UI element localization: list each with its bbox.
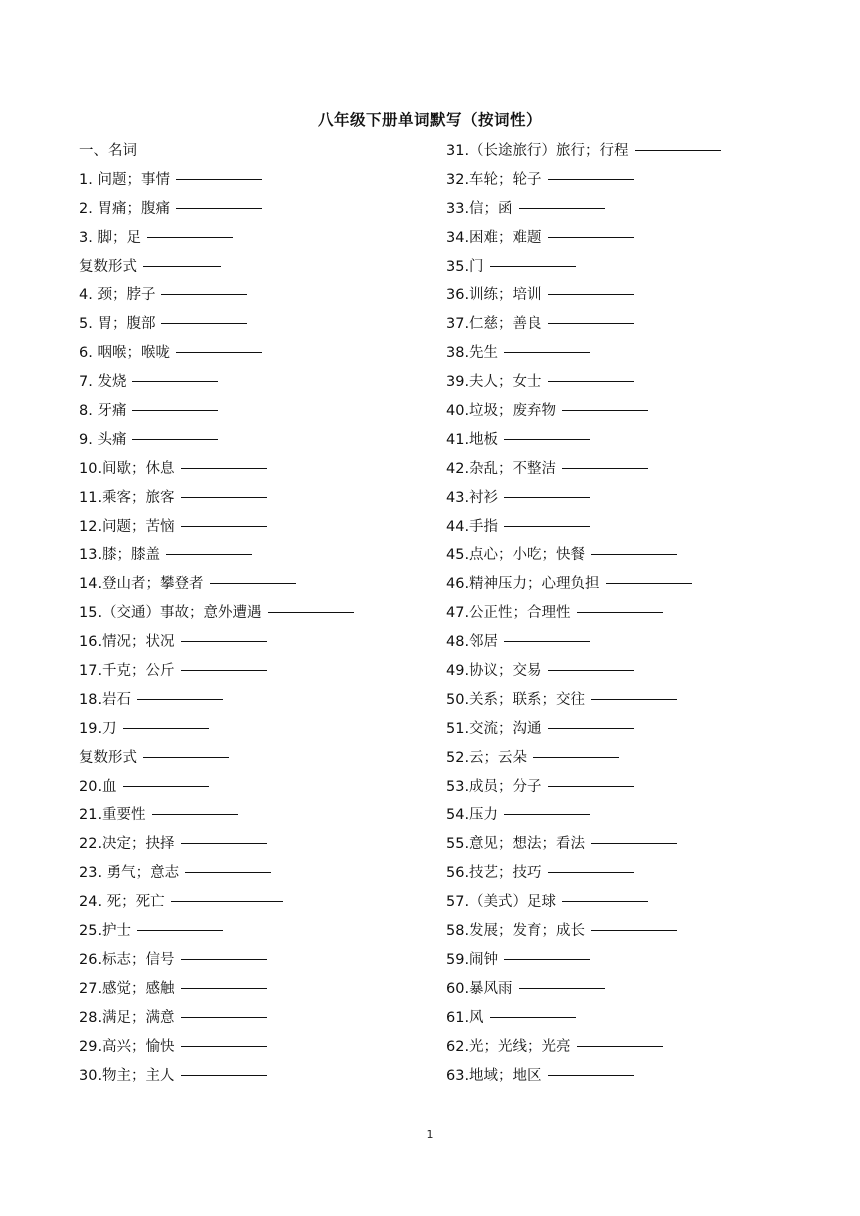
vocab-item bbox=[446, 224, 846, 253]
vocab-prompt: 1. 问题；事情 bbox=[79, 171, 170, 188]
vocab-prompt: 25.护士 bbox=[79, 923, 132, 940]
answer-blank[interactable] bbox=[562, 900, 648, 902]
vocab-prompt: 51.交流；沟通 bbox=[446, 720, 542, 737]
vocab-prompt: 8. 牙痛 bbox=[79, 403, 127, 420]
vocab-item bbox=[446, 166, 846, 195]
answer-blank[interactable] bbox=[548, 322, 634, 324]
vocab-item bbox=[79, 657, 429, 686]
answer-blank[interactable] bbox=[147, 236, 233, 238]
answer-blank[interactable] bbox=[181, 669, 267, 671]
vocab-prompt: 31.（长途旅行）旅行；行程 bbox=[446, 143, 629, 159]
answer-blank[interactable] bbox=[504, 438, 590, 440]
vocab-prompt: 13.膝；膝盖 bbox=[79, 547, 161, 564]
right-column bbox=[446, 137, 846, 1090]
vocab-item bbox=[79, 455, 429, 484]
vocab-prompt: 27.感觉；感触 bbox=[79, 980, 175, 997]
vocab-item bbox=[446, 628, 846, 657]
answer-blank[interactable] bbox=[519, 987, 605, 989]
vocab-prompt: 2. 胃痛；腹痛 bbox=[79, 200, 170, 217]
answer-blank[interactable] bbox=[181, 525, 267, 527]
answer-blank[interactable] bbox=[181, 1045, 267, 1047]
vocab-prompt: 4. 颈；脖子 bbox=[79, 287, 156, 304]
answer-blank[interactable] bbox=[181, 958, 267, 960]
vocab-item bbox=[79, 801, 429, 830]
answer-blank[interactable] bbox=[504, 351, 590, 353]
vocab-item bbox=[446, 599, 846, 628]
vocab-prompt: 22.决定；抉择 bbox=[79, 836, 175, 853]
answer-blank[interactable] bbox=[123, 727, 209, 729]
vocab-item bbox=[446, 137, 846, 166]
vocab-prompt: 26.标志；信号 bbox=[79, 951, 175, 968]
vocab-prompt: 45.点心；小吃；快餐 bbox=[446, 547, 586, 564]
vocab-prompt: 47.公正性；合理性 bbox=[446, 605, 571, 622]
answer-blank[interactable] bbox=[504, 496, 590, 498]
vocab-item bbox=[79, 224, 429, 253]
vocab-item bbox=[79, 744, 429, 773]
vocab-prompt: 34.困难；难题 bbox=[446, 229, 542, 246]
answer-blank[interactable] bbox=[504, 813, 590, 815]
vocab-prompt: 58.发展；发育；成长 bbox=[446, 923, 586, 940]
vocab-item bbox=[79, 715, 429, 744]
vocab-item bbox=[446, 281, 846, 310]
vocab-item bbox=[79, 686, 429, 715]
answer-blank[interactable] bbox=[504, 640, 590, 642]
vocab-prompt: 40.垃圾；废弃物 bbox=[446, 403, 557, 420]
vocab-item bbox=[446, 715, 846, 744]
vocab-item bbox=[79, 253, 429, 282]
vocab-prompt: 24. 死；死亡 bbox=[79, 894, 165, 911]
vocab-item bbox=[446, 484, 846, 513]
answer-blank[interactable] bbox=[577, 611, 663, 613]
vocab-item bbox=[79, 599, 429, 628]
vocab-prompt: 33.信；函 bbox=[446, 200, 513, 217]
page-number: 1 bbox=[426, 1128, 434, 1141]
answer-blank[interactable] bbox=[181, 640, 267, 642]
answer-blank[interactable] bbox=[181, 842, 267, 844]
vocab-prompt: 36.训练；培训 bbox=[446, 287, 542, 304]
answer-blank[interactable] bbox=[176, 207, 262, 209]
vocab-prompt: 9. 头痛 bbox=[79, 431, 127, 448]
vocab-prompt: 5. 胃；腹部 bbox=[79, 316, 156, 333]
vocab-item bbox=[446, 830, 846, 859]
answer-blank[interactable] bbox=[143, 265, 221, 267]
answer-blank[interactable] bbox=[591, 698, 677, 700]
vocab-item bbox=[79, 513, 429, 542]
vocab-item bbox=[79, 946, 429, 975]
vocab-item bbox=[79, 1004, 429, 1033]
vocab-prompt: 49.协议；交易 bbox=[446, 663, 542, 680]
vocab-prompt: 6. 咽喉；喉咙 bbox=[79, 345, 170, 362]
vocab-item bbox=[446, 1062, 846, 1091]
vocab-prompt: 39.夫人；女士 bbox=[446, 374, 542, 391]
vocab-prompt: 37.仁慈；善良 bbox=[446, 316, 542, 333]
answer-blank[interactable] bbox=[181, 1074, 267, 1076]
vocab-prompt: 38.先生 bbox=[446, 345, 499, 362]
vocab-item bbox=[446, 888, 846, 917]
vocab-prompt: 复数形式 bbox=[79, 749, 137, 766]
vocab-item bbox=[446, 541, 846, 570]
vocab-item bbox=[446, 1004, 846, 1033]
answer-blank[interactable] bbox=[268, 611, 354, 613]
vocab-item bbox=[446, 657, 846, 686]
vocab-item bbox=[79, 859, 429, 888]
answer-blank[interactable] bbox=[591, 929, 677, 931]
vocab-prompt: 44.手指 bbox=[446, 518, 499, 535]
vocab-prompt: 59.闹钟 bbox=[446, 951, 499, 968]
vocab-item bbox=[446, 744, 846, 773]
vocab-item bbox=[446, 773, 846, 802]
vocab-prompt: 46.精神压力；心理负担 bbox=[446, 576, 600, 593]
vocab-item bbox=[446, 946, 846, 975]
section-heading bbox=[79, 137, 429, 166]
vocab-item bbox=[79, 830, 429, 859]
vocab-prompt: 10.间歇；休息 bbox=[79, 460, 175, 477]
vocab-prompt: 53.成员；分子 bbox=[446, 778, 542, 795]
answer-blank[interactable] bbox=[176, 178, 262, 180]
answer-blank[interactable] bbox=[161, 322, 247, 324]
vocab-prompt: 56.技艺；技巧 bbox=[446, 865, 542, 882]
vocab-prompt: 20.血 bbox=[79, 778, 117, 795]
vocab-item bbox=[79, 397, 429, 426]
vocab-prompt: 15.（交通）事故；意外遭遇 bbox=[79, 605, 262, 622]
answer-blank[interactable] bbox=[577, 1045, 663, 1047]
vocab-prompt: 48.邻居 bbox=[446, 634, 499, 651]
answer-blank[interactable] bbox=[548, 178, 634, 180]
vocab-prompt: 7. 发烧 bbox=[79, 374, 127, 391]
vocab-prompt: 35.门 bbox=[446, 258, 484, 275]
vocab-item bbox=[79, 773, 429, 802]
answer-blank[interactable] bbox=[171, 900, 283, 902]
answer-blank[interactable] bbox=[504, 525, 590, 527]
vocab-prompt: 3. 脚；足 bbox=[79, 229, 141, 246]
vocab-item bbox=[446, 801, 846, 830]
answer-blank[interactable] bbox=[490, 1016, 576, 1018]
vocab-item bbox=[79, 628, 429, 657]
vocab-item bbox=[79, 195, 429, 224]
answer-blank[interactable] bbox=[606, 582, 692, 584]
answer-blank[interactable] bbox=[635, 149, 721, 151]
vocab-item bbox=[446, 1033, 846, 1062]
answer-blank[interactable] bbox=[533, 756, 619, 758]
answer-blank[interactable] bbox=[137, 698, 223, 700]
answer-blank[interactable] bbox=[161, 293, 247, 295]
vocab-item bbox=[446, 455, 846, 484]
answer-blank[interactable] bbox=[132, 409, 218, 411]
vocab-prompt: 41.地板 bbox=[446, 431, 499, 448]
answer-blank[interactable] bbox=[548, 785, 634, 787]
vocab-prompt: 一、名词 bbox=[79, 143, 137, 159]
vocab-prompt: 11.乘客；旅客 bbox=[79, 489, 175, 506]
answer-blank[interactable] bbox=[562, 409, 648, 411]
left-column bbox=[79, 137, 429, 1090]
answer-blank[interactable] bbox=[562, 467, 648, 469]
vocab-prompt: 23. 勇气；意志 bbox=[79, 865, 180, 882]
answer-blank[interactable] bbox=[181, 467, 267, 469]
vocab-item bbox=[446, 339, 846, 368]
vocab-item bbox=[79, 1062, 429, 1091]
vocab-prompt: 61.风 bbox=[446, 1009, 484, 1026]
vocab-item bbox=[79, 484, 429, 513]
vocab-item bbox=[446, 253, 846, 282]
answer-blank[interactable] bbox=[519, 207, 605, 209]
vocab-item bbox=[446, 368, 846, 397]
answer-blank[interactable] bbox=[137, 929, 223, 931]
answer-blank[interactable] bbox=[548, 669, 634, 671]
vocab-prompt: 29.高兴；愉快 bbox=[79, 1038, 175, 1055]
answer-blank[interactable] bbox=[181, 987, 267, 989]
vocab-item bbox=[79, 975, 429, 1004]
vocab-prompt: 18.岩石 bbox=[79, 691, 132, 708]
vocab-item bbox=[79, 541, 429, 570]
vocab-prompt: 42.杂乱；不整洁 bbox=[446, 460, 557, 477]
vocab-prompt: 50.关系；联系；交往 bbox=[446, 691, 586, 708]
answer-blank[interactable] bbox=[548, 293, 634, 295]
vocab-prompt: 55.意见；想法；看法 bbox=[446, 836, 586, 853]
vocab-item bbox=[79, 281, 429, 310]
vocab-item bbox=[79, 888, 429, 917]
vocab-item bbox=[446, 513, 846, 542]
answer-blank[interactable] bbox=[166, 553, 252, 555]
answer-blank[interactable] bbox=[152, 813, 238, 815]
vocab-item bbox=[446, 195, 846, 224]
answer-blank[interactable] bbox=[185, 871, 271, 873]
answer-blank[interactable] bbox=[132, 438, 218, 440]
vocab-item bbox=[446, 975, 846, 1004]
vocab-prompt: 63.地域；地区 bbox=[446, 1067, 542, 1084]
vocab-prompt: 60.暴风雨 bbox=[446, 980, 513, 997]
vocab-item bbox=[446, 570, 846, 599]
answer-blank[interactable] bbox=[181, 496, 267, 498]
vocab-item bbox=[79, 917, 429, 946]
vocab-item bbox=[446, 686, 846, 715]
vocab-item bbox=[79, 368, 429, 397]
vocab-prompt: 32.车轮；轮子 bbox=[446, 171, 542, 188]
answer-blank[interactable] bbox=[132, 380, 218, 382]
answer-blank[interactable] bbox=[490, 265, 576, 267]
vocab-prompt: 21.重要性 bbox=[79, 807, 146, 824]
vocab-item bbox=[446, 310, 846, 339]
vocab-item bbox=[446, 397, 846, 426]
vocab-prompt: 57.（美式）足球 bbox=[446, 894, 557, 911]
vocab-prompt: 54.压力 bbox=[446, 807, 499, 824]
vocab-item bbox=[446, 917, 846, 946]
vocab-prompt: 43.衬衫 bbox=[446, 489, 499, 506]
vocab-item bbox=[446, 859, 846, 888]
answer-blank[interactable] bbox=[548, 380, 634, 382]
vocab-prompt: 52.云；云朵 bbox=[446, 749, 528, 766]
answer-blank[interactable] bbox=[548, 727, 634, 729]
answer-blank[interactable] bbox=[548, 1074, 634, 1076]
vocab-item bbox=[79, 166, 429, 195]
page-title: 八年级下册单词默写（按词性） bbox=[317, 111, 542, 129]
vocab-item bbox=[79, 310, 429, 339]
answer-blank[interactable] bbox=[181, 1016, 267, 1018]
vocab-prompt: 28.满足；满意 bbox=[79, 1009, 175, 1026]
vocab-prompt: 19.刀 bbox=[79, 720, 117, 737]
vocab-prompt: 30.物主；主人 bbox=[79, 1067, 175, 1084]
vocab-item bbox=[446, 426, 846, 455]
answer-blank[interactable] bbox=[591, 553, 677, 555]
vocab-item bbox=[79, 426, 429, 455]
answer-blank[interactable] bbox=[123, 785, 209, 787]
vocab-prompt: 17.千克；公斤 bbox=[79, 663, 175, 680]
vocab-prompt: 复数形式 bbox=[79, 258, 137, 275]
vocab-prompt: 62.光；光线；光亮 bbox=[446, 1038, 571, 1055]
vocab-item bbox=[79, 339, 429, 368]
vocab-prompt: 16.情况；状况 bbox=[79, 634, 175, 651]
answer-blank[interactable] bbox=[548, 871, 634, 873]
answer-blank[interactable] bbox=[504, 958, 590, 960]
answer-blank[interactable] bbox=[210, 582, 296, 584]
vocab-prompt: 12.问题；苦恼 bbox=[79, 518, 175, 535]
vocab-item bbox=[79, 1033, 429, 1062]
answer-blank[interactable] bbox=[143, 756, 229, 758]
answer-blank[interactable] bbox=[591, 842, 677, 844]
vocab-item bbox=[79, 570, 429, 599]
answer-blank[interactable] bbox=[176, 351, 262, 353]
answer-blank[interactable] bbox=[548, 236, 634, 238]
vocab-prompt: 14.登山者；攀登者 bbox=[79, 576, 204, 593]
